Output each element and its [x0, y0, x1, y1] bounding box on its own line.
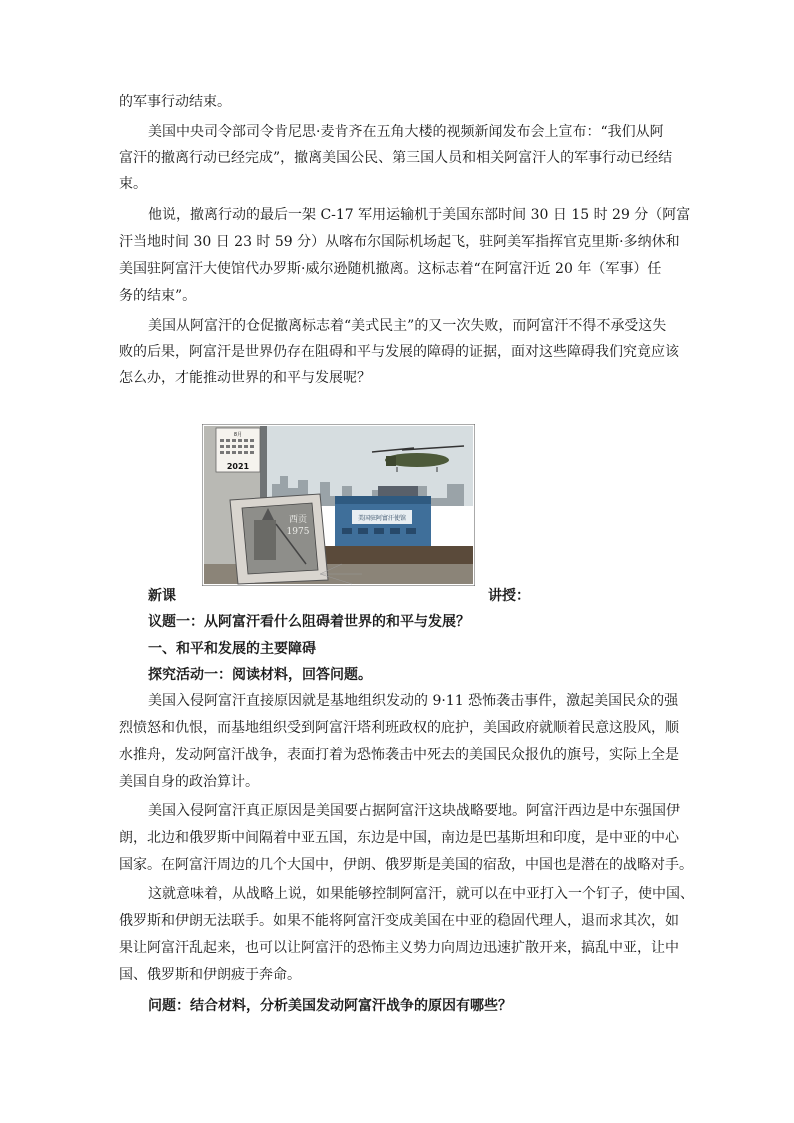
paragraph-line: 他说，撤离行动的最后一架 C-17 军用运输机于美国东部时间 30 日 15 时 29 分（阿富	[148, 207, 691, 223]
paragraph-line: 国、俄罗斯和伊朗疲于奔命。	[119, 967, 301, 983]
cartoon-illustration	[202, 424, 475, 586]
paragraph-line: 美国驻阿富汗大使馆代办罗斯·威尔逊随机撤离。这标志着“在阿富汗近 20 年（军事）任	[119, 261, 662, 277]
section-heading: 一、和平和发展的主要障碍	[148, 641, 316, 657]
paragraph-line: 国家。在阿富汗周边的几个大国中，伊朗、俄罗斯是美国的宿敌，中国也是潜在的战略对手。	[119, 857, 693, 873]
lecture-label: 讲授：	[488, 588, 530, 604]
paragraph-line: 怎么办，才能推动世界的和平与发展呢？	[119, 370, 371, 386]
activity-heading: 探究活动一：阅读材料，回答问题。	[148, 667, 372, 683]
paragraph-line: 美国入侵阿富汗直接原因就是基地组织发动的 9·11 恐怖袭击事件，激起美国民众的强	[148, 693, 679, 709]
paragraph-line: 务的结束”。	[119, 288, 197, 304]
paragraph-line: 这就意味着，从战略上说，如果能够控制阿富汗，就可以在中亚打入一个钉子，使中国、	[148, 886, 694, 902]
paragraph-line: 烈愤怒和仇恨，而基地组织受到阿富汗塔利班政权的庇护，美国政府就顺着民意这股风，顺	[119, 720, 679, 736]
paragraph-line: 富汗的撤离行动已经完成”，撤离美国公民、第三国人员和相关阿富汗人的军事行动已经结	[119, 150, 673, 166]
paragraph-line: 俄罗斯和伊朗无法联手。如果不能将阿富汗变成美国在中亚的稳固代理人，退而求其次，如	[119, 913, 679, 929]
topic-heading: 议题一：从阿富汗看什么阻碍着世界的和平与发展？	[148, 614, 470, 630]
calendar-year: 2021	[226, 462, 250, 471]
paragraph-line: 美国入侵阿富汗真正原因是美国要占据阿富汗这块战略要地。阿富汗西边是中东强国伊	[148, 803, 680, 819]
new-lesson-label: 新课	[148, 588, 176, 604]
paragraph-line: 美国中央司令部司令肯尼思·麦肯齐在五角大楼的视频新闻发布会上宣布：“我们从阿	[148, 124, 664, 140]
paragraph-line: 果让阿富汗乱起来，也可以让阿富汗的恐怖主义势力向周边迅速扩散开来，搞乱中亚，让中	[119, 940, 679, 956]
paragraph-line: 的军事行动结束。	[119, 94, 231, 110]
question-text: 问题：结合材料，分析美国发动阿富汗战争的原因有哪些？	[148, 998, 512, 1014]
paragraph-line: 水推舟，发动阿富汗战争，表面打着为恐怖袭击中死去的美国民众报仇的旗号，实际上全是	[119, 747, 679, 763]
paragraph-line: 汗当地时间 30 日 23 时 59 分）从喀布尔国际机场起飞，驻阿美军指挥官克里斯·多纳休和	[119, 234, 680, 250]
paragraph-line: 美国自身的政治算计。	[119, 774, 259, 790]
calendar-month: 8月	[233, 432, 243, 438]
photo-city: 西贡	[288, 515, 308, 525]
paragraph-line: 败的后果，阿富汗是世界仍存在阻碍和平与发展的障碍的证据，面对这些障碍我们究竟应该	[119, 344, 679, 360]
paragraph-line: 美国从阿富汗的仓促撤离标志着“美式民主”的又一次失败，而阿富汗不得不承受这失	[148, 318, 667, 334]
paragraph-line: 束。	[119, 176, 147, 192]
photo-year: 1975	[286, 527, 310, 537]
paragraph-line: 朗，北边和俄罗斯中间隔着中亚五国，东边是中国，南边是巴基斯坦和印度，是中亚的中心	[119, 830, 679, 846]
embassy-sign: 美国驻阿富汗使馆	[357, 515, 407, 522]
